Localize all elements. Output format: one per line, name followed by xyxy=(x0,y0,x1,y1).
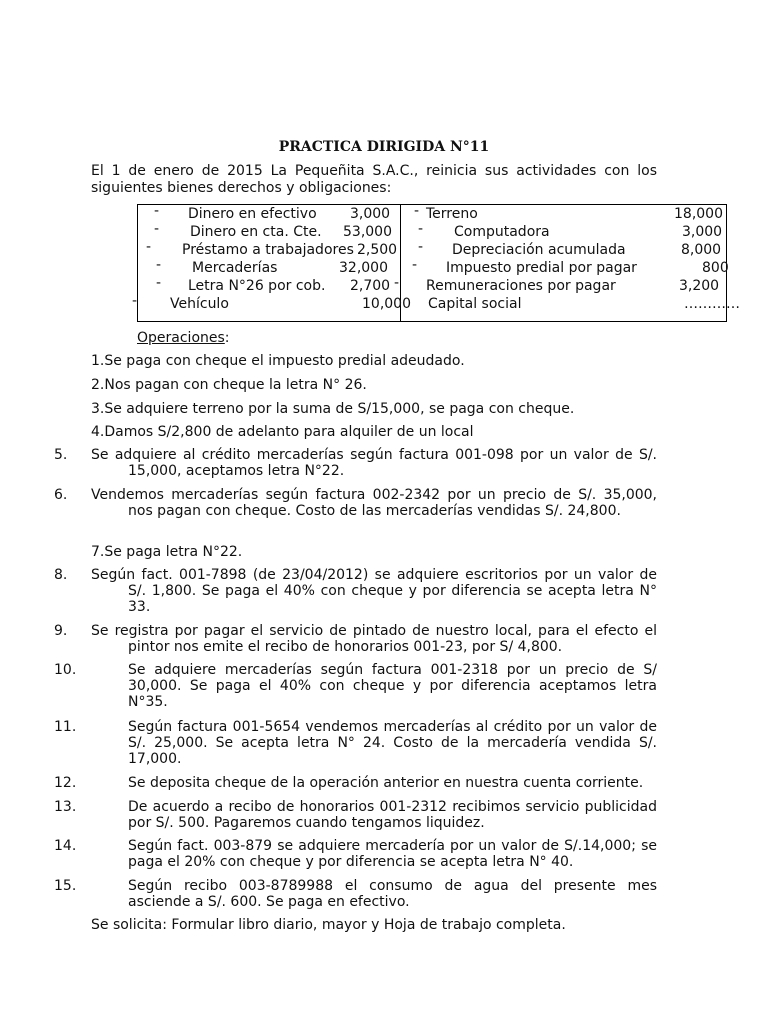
operation-number: 4. xyxy=(91,424,105,440)
operations-heading: Operaciones: xyxy=(137,330,230,346)
intro-paragraph: El 1 de enero de 2015 La Pequeñita S.A.C., reinicia sus actividades con los siguientes bienes derechos y obligaciones: xyxy=(91,163,657,196)
operation-item xyxy=(54,719,657,767)
account-value: 800 xyxy=(702,260,729,276)
asset-name: Mercaderías xyxy=(192,260,278,276)
operation-text: De acuerdo a recibo de honorarios 001-2312 recibimos servicio publicidad por S/. 500. Pagaremos cuando tengamos liquidez. xyxy=(128,799,657,831)
operation-item xyxy=(91,544,657,560)
bullet-dash: - xyxy=(132,293,138,309)
operation-number: 1. xyxy=(91,353,105,369)
asset-value: 3,000 xyxy=(350,206,391,222)
account-name: Impuesto predial por pagar xyxy=(446,260,637,276)
operation-item: 6.Vendemos mercaderías según factura 002-2342 por un precio de S/. 35,000, nos pagan con cheque. Costo de las mercaderías vendidas S/. 24,800. xyxy=(54,487,657,519)
account-name: Computadora xyxy=(454,224,550,240)
request-line: Se solicita: Formular libro diario, mayor y Hoja de trabajo completa. xyxy=(91,917,566,933)
operation-number: 11. xyxy=(54,719,77,735)
operation-text: Se paga con cheque el impuesto predial adeudado. xyxy=(104,353,465,369)
account-name: Capital social xyxy=(428,296,522,312)
bullet-dash: - xyxy=(154,221,160,237)
asset-name: Préstamo a trabajadores xyxy=(182,242,354,258)
operation-number: 13. xyxy=(54,799,77,815)
operation-item xyxy=(54,878,657,910)
operation-text: Vendemos mercaderías según factura 002-2342 por un precio de S/. 35,000, nos pagan con cheque. Costo de las mercaderías vendidas S/. 24,800. xyxy=(91,487,657,519)
bullet-dash: - xyxy=(418,221,424,237)
operation-text: Se adquiere terreno por la suma de S/15,000, se paga con cheque. xyxy=(104,401,575,417)
operation-item xyxy=(91,401,657,417)
account-value: ………… xyxy=(684,296,740,312)
bullet-dash: - xyxy=(156,257,162,273)
bullet-dash: - xyxy=(418,239,424,255)
asset-name: Dinero en cta. Cte. xyxy=(190,224,322,240)
operation-number: 7. xyxy=(91,544,105,560)
operation-item xyxy=(91,353,657,369)
operation-text: Se adquiere mercaderías según factura 001-2318 por un precio de S/ 30,000. Se paga el 40% con cheque y por diferencia aceptamos letra N°35. xyxy=(128,662,657,710)
operation-text: Según fact. 003-879 se adquiere mercadería por un valor de S/.14,000; se paga el 20% con cheque y por diferencia se acepta letra N° 40. xyxy=(128,838,657,870)
operation-item xyxy=(91,424,657,440)
bullet-dash: - xyxy=(154,203,160,219)
operation-text: Damos S/2,800 de adelanto para alquiler de un local xyxy=(104,424,474,440)
asset-value: 32,000 xyxy=(339,260,388,276)
account-name: Remuneraciones por pagar xyxy=(426,278,616,294)
operation-text: Según factura 001-5654 vendemos mercaderías al crédito por un valor de S/. 25,000. Se acepta letra N° 24. Costo de la mercadería vendida S/. 17,000. xyxy=(128,719,657,767)
asset-value: 53,000 xyxy=(343,224,392,240)
asset-value: 2,700 xyxy=(350,278,391,294)
operation-text: Nos pagan con cheque la letra N° 26. xyxy=(104,377,367,393)
document-title: PRACTICA DIRIGIDA N°11 xyxy=(278,139,490,155)
opening-balance-box xyxy=(132,203,740,322)
bullet-dash: - xyxy=(414,203,420,219)
operation-item xyxy=(54,838,657,870)
account-value: 3,000 xyxy=(682,224,723,240)
account-value: 8,000 xyxy=(681,242,722,258)
operation-number: 12. xyxy=(54,775,77,791)
operation-text: Se deposita cheque de la operación anterior en nuestra cuenta corriente. xyxy=(128,775,644,791)
operation-number: 15. xyxy=(54,878,77,894)
operation-text: Se adquiere al crédito mercaderías según factura 001-098 por un valor de S/. 15,000, aceptamos letra N°22. xyxy=(91,447,657,479)
bullet-dash: - xyxy=(412,257,418,273)
account-name: Terreno xyxy=(426,206,478,222)
account-value: 3,200 xyxy=(679,278,720,294)
operation-item xyxy=(54,775,657,791)
bullet-dash: - xyxy=(394,275,400,291)
asset-value: 2,500 xyxy=(357,242,398,258)
operation-item xyxy=(54,662,657,710)
operation-number: 14. xyxy=(54,838,77,854)
account-value: 18,000 xyxy=(674,206,723,222)
operation-item: 5.Se adquiere al crédito mercaderías según factura 001-098 por un valor de S/. 15,000, aceptamos letra N°22. xyxy=(54,447,657,479)
asset-name: Vehículo xyxy=(170,296,229,312)
asset-name: Dinero en efectivo xyxy=(188,206,317,222)
operation-text: Según recibo 003-8789988 el consumo de agua del presente mes asciende a S/. 600. Se paga en efectivo. xyxy=(128,878,657,910)
operation-text: Según fact. 001-7898 (de 23/04/2012) se adquiere escritorios por un valor de S/. 1,800. Se paga el 40% con cheque y por diferencia se acepta letra N° 33. xyxy=(91,567,657,615)
operation-item xyxy=(91,377,657,393)
bullet-dash: - xyxy=(146,239,152,255)
bullet-dash: - xyxy=(156,275,162,291)
operation-item: 9.Se registra por pagar el servicio de pintado de nuestro local, para el efecto el pintor nos emite el recibo de honorarios 001-23, por S/ 4,800. xyxy=(54,623,657,655)
operation-text: Se paga letra N°22. xyxy=(104,544,243,560)
operation-item: 8.Según fact. 001-7898 (de 23/04/2012) se adquiere escritorios por un valor de S/. 1,800. Se paga el 40% con cheque y por diferencia se acepta letra N° 33. xyxy=(54,567,657,615)
asset-name: Letra N°26 por cob. xyxy=(188,278,326,294)
operation-text: Se registra por pagar el servicio de pintado de nuestro local, para el efecto el pintor nos emite el recibo de honorarios 001-23, por S/ 4,800. xyxy=(91,623,657,655)
account-name: Depreciación acumulada xyxy=(452,242,626,258)
operation-number: 3. xyxy=(91,401,105,417)
asset-value: 10,000 xyxy=(362,296,411,312)
operation-item xyxy=(54,799,657,831)
operation-number: 2. xyxy=(91,377,105,393)
operation-number: 10. xyxy=(54,662,77,678)
